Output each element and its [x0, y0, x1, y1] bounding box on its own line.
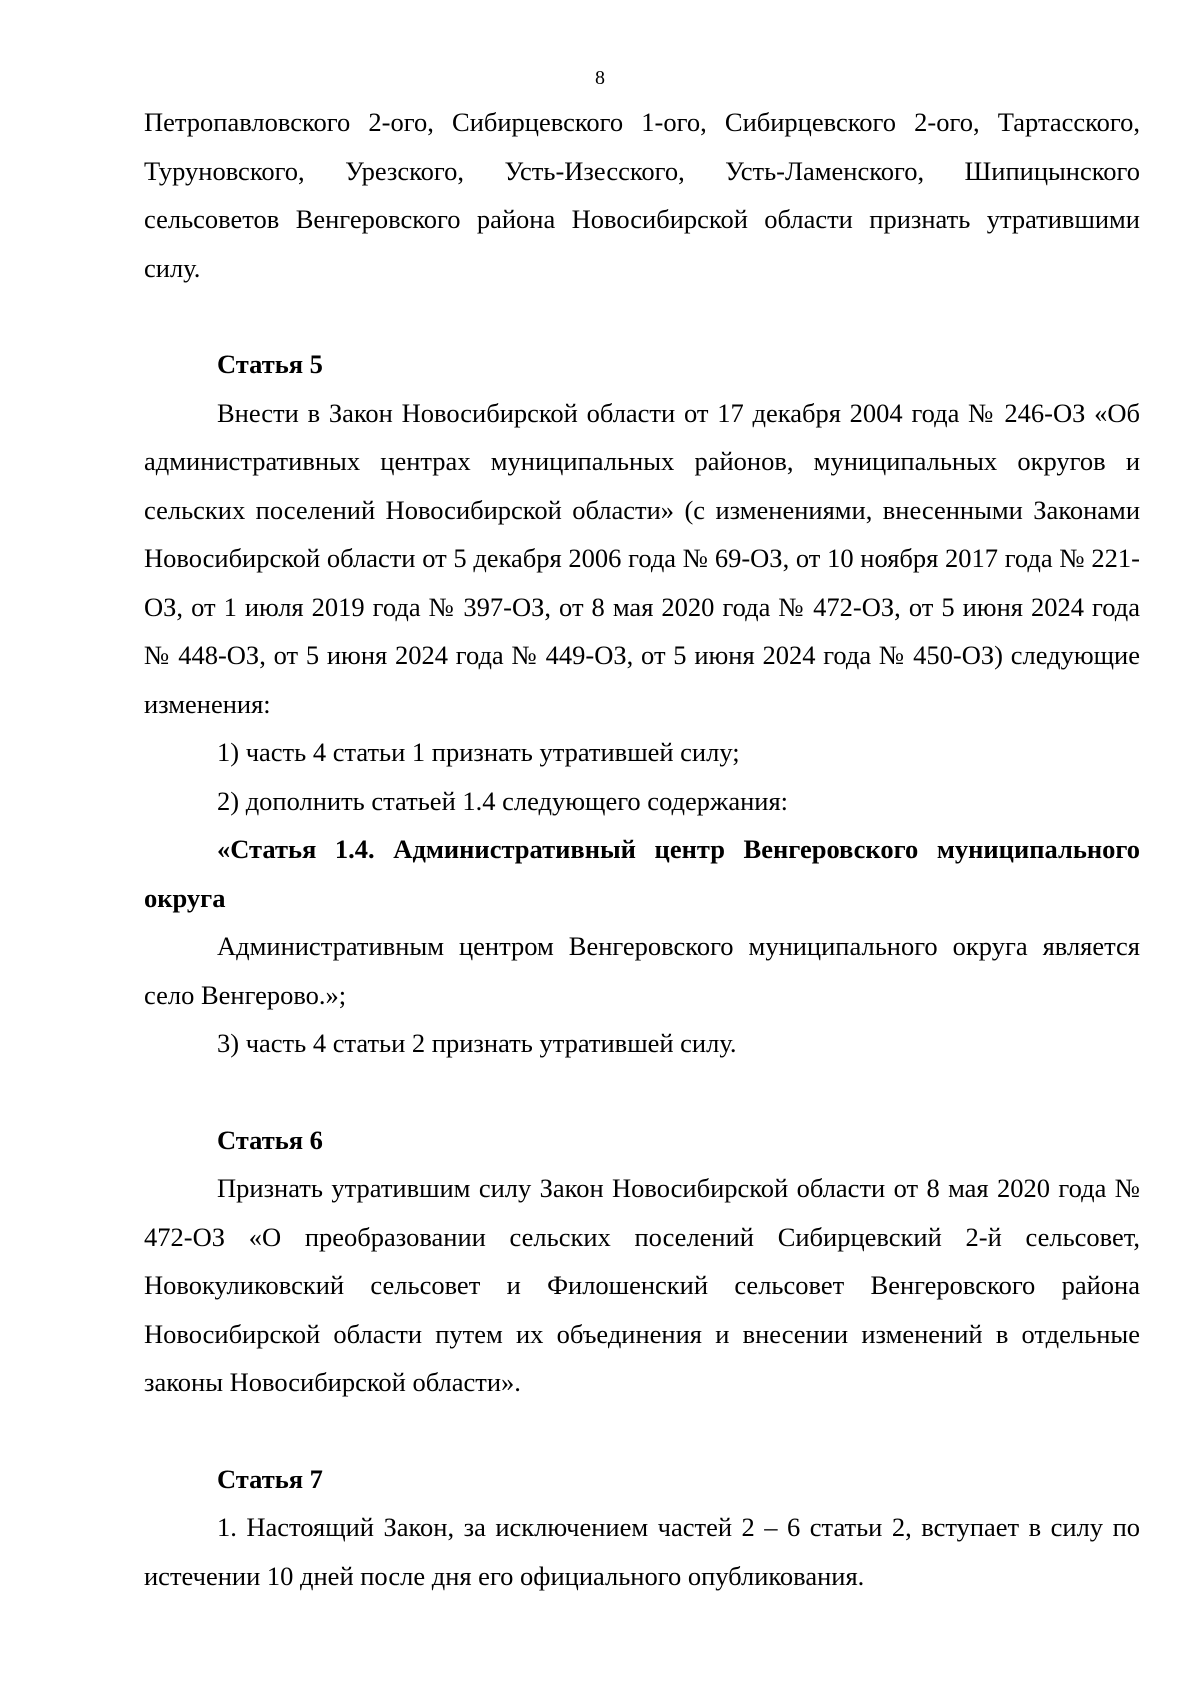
- article-7-heading: Статья 7: [217, 1463, 323, 1494]
- spacer: [144, 1068, 1140, 1116]
- spacer: [144, 292, 1140, 340]
- article-5-inserted-text: Административным центром Венгеровского муниципального округа является село Венгерово.»;: [144, 931, 1140, 1010]
- article-5-item-2: 2) дополнить статьей 1.4 следующего содержания:: [217, 785, 789, 816]
- article-7-paragraph: 1. Настоящий Закон, за исключением частей 2 – 6 статьи 2, вступает в силу по истечении 10 дней после дня его официального опубликования.: [144, 1512, 1140, 1591]
- article-5-heading: Статья 5: [217, 349, 323, 379]
- intro-paragraph: Петропавловского 2-ого, Сибирцевского 1-ого, Сибирцевского 2-ого, Тартасского, Туруновского, Урезского, Усть-Изесского, Усть-Ламенского, Шипицынского сельсоветов Венгеровского района Новосибирской области признать утратившими силу.: [144, 107, 1140, 283]
- article-6: [144, 1116, 1140, 1407]
- article-6-heading: Статья 6: [217, 1124, 323, 1155]
- article-5: [144, 340, 1140, 1068]
- spacer: [144, 1407, 1140, 1455]
- article-5-item-3: 3) часть 4 статьи 2 признать утратившей силу.: [217, 1028, 737, 1058]
- article-5-paragraph: Внести в Закон Новосибирской области от 17 декабря 2004 года № 246-ОЗ «Об административных центрах муниципальных районов, муниципальных округов и сельских поселений Новосибирской области» (с изменениями, внесенными Законами Новосибирской области от 5 декабря 2006 года № 69-ОЗ, от 10 ноября 2017 года № 221-ОЗ, от 1 июля 2019 года № 397-ОЗ, от 8 мая 2020 года № 472-ОЗ, от 5 июня 2024 года № 448-ОЗ, от 5 июня 2024 года № 449-ОЗ, от 5 июня 2024 года № 450-ОЗ) следующие изменения:: [144, 397, 1140, 719]
- article-5-item-1: 1) часть 4 статьи 1 признать утратившей силу;: [217, 737, 740, 767]
- article-7: [144, 1455, 1140, 1601]
- page-number: 8: [595, 67, 605, 89]
- article-6-paragraph: Признать утратившим силу Закон Новосибирской области от 8 мая 2020 года № 472-ОЗ «О преобразовании сельских поселений Сибирцевский 2-й сельсовет, Новокуликовский сельсовет и Филошенский сельсовет Венгеровского района Новосибирской области путем их объединения и внесении изменений в отдельные законы Новосибирской области».: [144, 1173, 1140, 1397]
- document-body: [144, 98, 1140, 1600]
- article-5-inserted-heading: «Статья 1.4. Административный центр Венгеровского муниципального округа: [144, 834, 1140, 913]
